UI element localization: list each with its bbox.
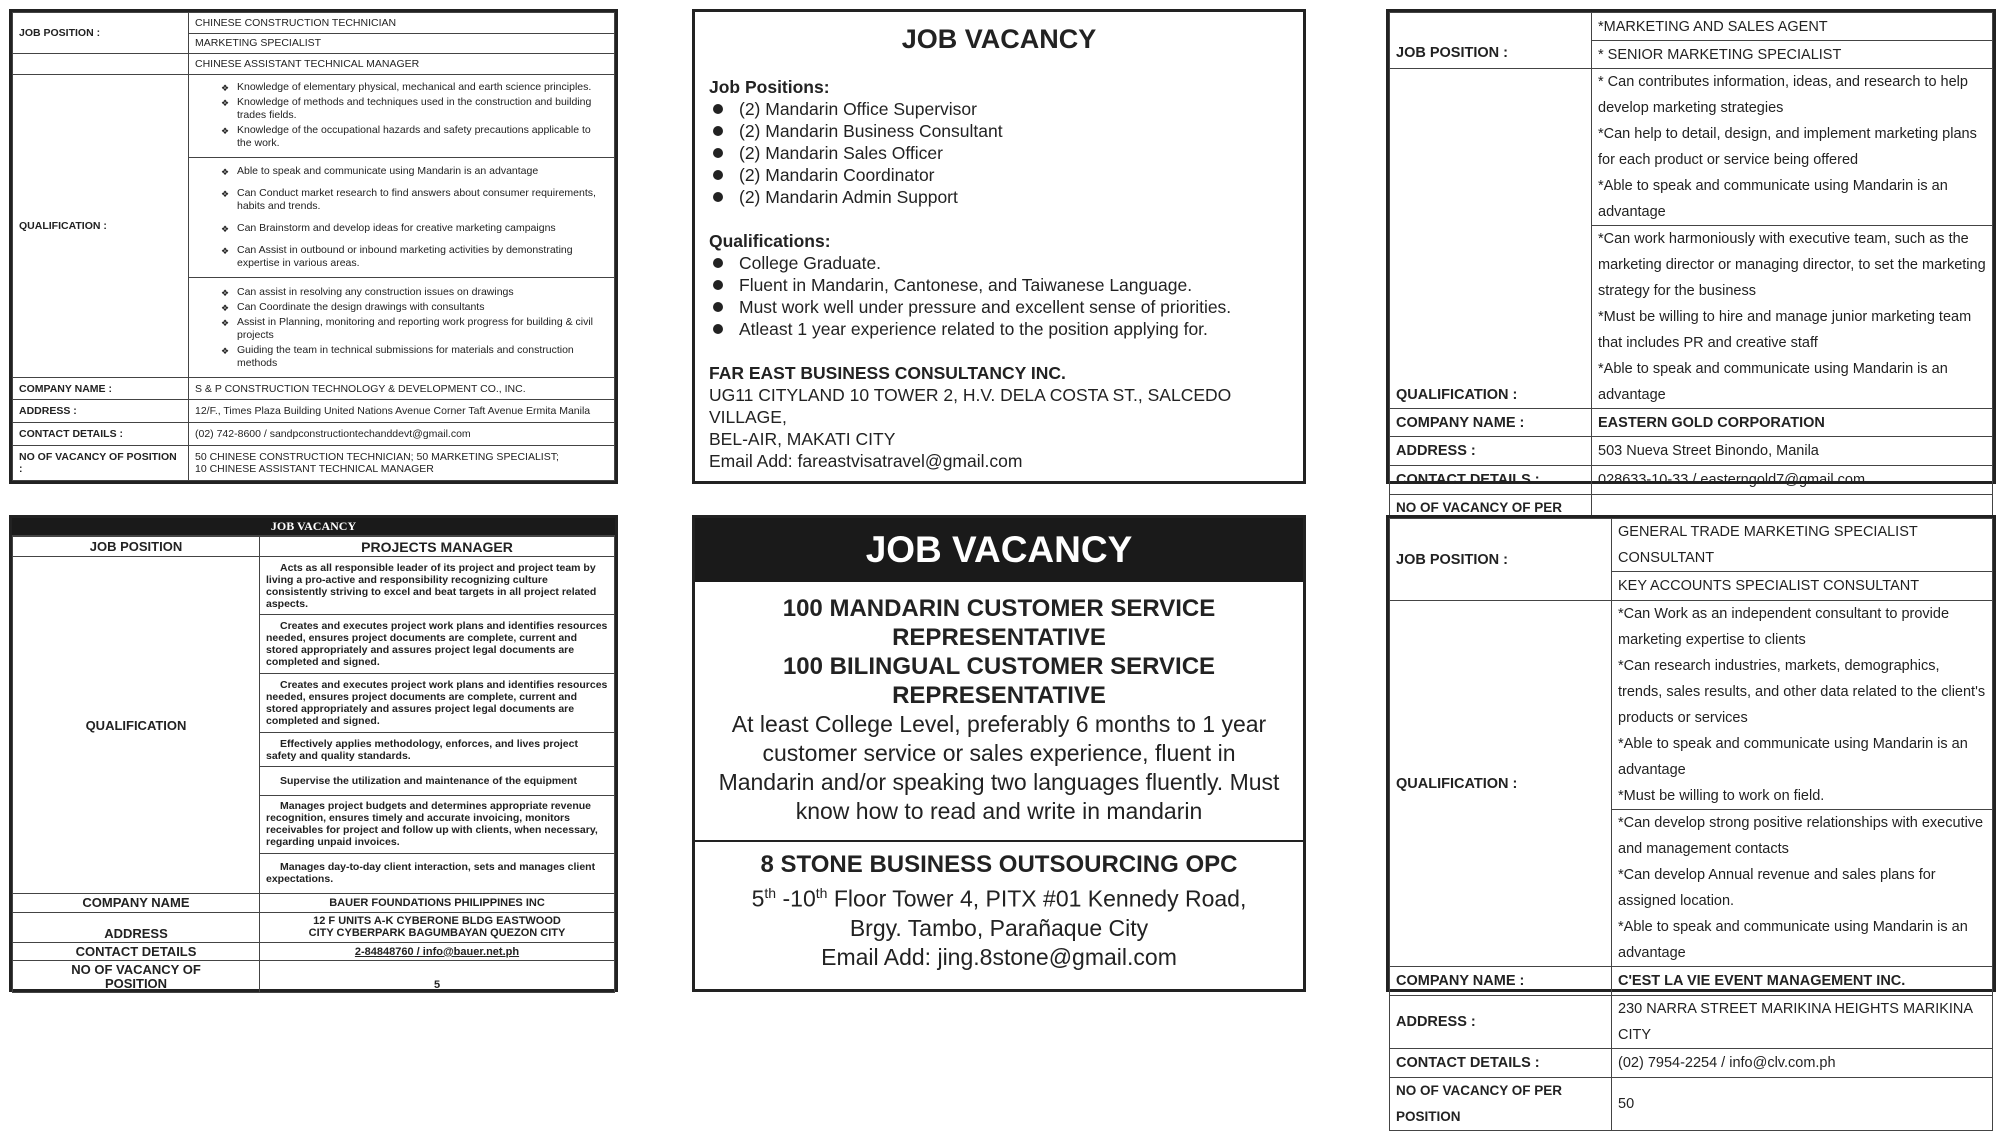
vacancy-label: NO OF VACANCY OF PER POSITION — [1390, 1078, 1612, 1131]
position-item: (2) Mandarin Office Supervisor — [709, 98, 1289, 120]
contact-label: CONTACT DETAILS — [13, 943, 260, 961]
superscript: th — [815, 885, 828, 901]
qualification-item: ❖ Assist in Planning, monitoring and reporting work progress for building & civil projects — [195, 316, 608, 342]
address-text: Floor Tower 4, PITX #01 Kennedy Road, — [827, 885, 1247, 912]
vacancy-count — [189, 445, 615, 480]
position-item: GENERAL TRADE MARKETING SPECIALIST CONSULTANT — [1612, 519, 1993, 572]
address: 503 Nueva Street Binondo, Manila — [1592, 437, 1993, 466]
position-line: 100 BILINGUAL CUSTOMER SERVICE — [782, 653, 1216, 680]
ad-title: JOB VACANCY — [901, 24, 1097, 54]
qualification-item: Creates and executes project work plans and identifies resources needed, ensures project documents are complete, current and stored appropriately and assures project legal documents are completed and signed. — [260, 674, 615, 733]
address-line: CITY CYBERPARK BAGUMBAYAN QUEZON CITY — [308, 927, 566, 940]
position-item: CHINESE ASSISTANT TECHNICAL MANAGER — [189, 54, 615, 75]
vacancy-count: 5 — [260, 961, 615, 993]
address-line — [705, 879, 1293, 914]
email: Email Add: jing.8stone@gmail.com — [821, 943, 1177, 970]
contact-details: (02) 742-8600 / sandpconstructiontechanddevt@gmail.com — [189, 423, 615, 446]
company-name: 8 STONE BUSINESS OUTSOURCING OPC — [760, 851, 1238, 878]
position-item: MARKETING SPECIALIST — [189, 33, 615, 54]
qualification-item: *Can work harmoniously with executive team, such as the marketing director or managing director, to set the marketing strategy for the business — [1598, 231, 1986, 299]
qualification-item: ❖ Guiding the team in technical submissions for materials and construction methods — [195, 344, 608, 370]
position-item: *MARKETING AND SALES AGENT — [1592, 13, 1993, 41]
position-item: (2) Mandarin Sales Officer — [709, 142, 1289, 164]
qualification-label: QUALIFICATION : — [13, 74, 189, 377]
qualification-item: Must work well under pressure and excellent sense of priorities. — [709, 296, 1289, 318]
qualification-item: Manages day-to-day client interaction, sets and manages client expectations. — [260, 853, 615, 894]
position-line: REPRESENTATIVE — [892, 682, 1106, 709]
qualification-item: ❖ Able to speak and communicate using Mandarin is an advantage — [195, 165, 608, 178]
ad-body — [695, 582, 1303, 842]
address — [260, 912, 615, 943]
vacancy-count: 50 — [1612, 1078, 1993, 1131]
contact-label: CONTACT DETAILS : — [13, 423, 189, 446]
qualification-item: Acts as all responsible leader of its project and project team by living a pro-active and responsibility recognizing culture consistently striving to excel and beat targets in all project related aspects. — [260, 557, 615, 615]
address-label: ADDRESS — [13, 912, 260, 943]
qualification-item: ❖ Can Coordinate the design drawings with consultants — [195, 301, 608, 314]
qualification-item: Effectively applies methodology, enforces, and lives project safety and quality standards. — [260, 733, 615, 767]
qualification-item: *Must be willing to work on field. — [1618, 788, 1825, 804]
company-label: COMPANY NAME : — [13, 377, 189, 400]
qualification-item: Supervise the utilization and maintenance of the equipment — [260, 767, 615, 796]
qualification-item: ❖ Can Assist in outbound or inbound marketing activities by demonstrating expertise in various areas. — [195, 244, 608, 270]
qualifications-list — [709, 252, 1289, 340]
ad-table — [1389, 12, 1993, 548]
positions-list — [709, 98, 1289, 208]
ad-title-banner: JOB VACANCY — [695, 518, 1303, 582]
qualification-item: *Can Work as an independent consultant to provide marketing expertise to clients — [1618, 606, 1950, 648]
job-position-label: JOB POSITION : — [1390, 13, 1592, 69]
contact-details: 028633-10-33 / easterngold7@gmail.com — [1592, 466, 1993, 495]
qualification-item: ❖ Can assist in resolving any construction issues on drawings — [195, 286, 608, 299]
address-line: UG11 CITYLAND 10 TOWER 2, H.V. DELA COSTA ST., SALCEDO VILLAGE, — [709, 385, 1232, 427]
company-name: FAR EAST BUSINESS CONSULTANCY INC. — [709, 363, 1066, 383]
ad-table — [12, 536, 615, 993]
qualification-item: *Able to speak and communicate using Mandarin is an advantage — [1598, 361, 1948, 403]
ad-sp-construction — [9, 9, 618, 484]
qualification-item: ❖ Can Conduct market research to find answers about consumer requirements, habits and trends. — [195, 187, 608, 213]
position-item: CHINESE CONSTRUCTION TECHNICIAN — [189, 13, 615, 34]
qualification-item: Fluent in Mandarin, Cantonese, and Taiwanese Language. — [709, 274, 1289, 296]
vacancy-line: 10 CHINESE ASSISTANT TECHNICAL MANAGER — [195, 462, 434, 475]
qualification-group — [189, 278, 615, 377]
qualification-item: *Able to speak and communicate using Mandarin is an advantage — [1618, 919, 1968, 961]
address: 230 NARRA STREET MARIKINA HEIGHTS MARIKINA CITY — [1612, 996, 1993, 1049]
vacancy-label — [13, 961, 260, 993]
ad-8stone — [692, 515, 1306, 992]
qualification-group — [1612, 810, 1993, 967]
company-name: EASTERN GOLD CORPORATION — [1592, 409, 1993, 437]
ad-footer — [695, 842, 1303, 980]
qualification-item: Atleast 1 year experience related to the position applying for. — [709, 318, 1289, 340]
ad-table — [1389, 518, 1993, 1131]
qualification-label: QUALIFICATION : — [1390, 69, 1592, 409]
qualification-item: ❖ Can Brainstorm and develop ideas for creative marketing campaigns — [195, 222, 608, 235]
address-label: ADDRESS : — [1390, 996, 1612, 1049]
address-label: ADDRESS : — [1390, 437, 1592, 466]
contact-details: (02) 7954-2254 / info@clv.com.ph — [1612, 1049, 1993, 1078]
contact-label: CONTACT DETAILS : — [1390, 466, 1592, 495]
ad-far-east — [692, 9, 1306, 484]
contact-label: CONTACT DETAILS : — [1390, 1049, 1612, 1078]
qualification-group — [1592, 69, 1993, 226]
qualification-item: *Must be willing to hire and manage junior marketing team that includes PR and creative staff — [1598, 309, 1972, 351]
company-name: BAUER FOUNDATIONS PHILIPPINES INC — [260, 894, 615, 912]
qualification-item: *Able to speak and communicate using Mandarin is an advantage — [1598, 178, 1948, 220]
qualification-item: ❖ Knowledge of methods and techniques used in the construction and building trades fields. — [195, 96, 608, 122]
address-line: 12 F UNITS A-K CYBERONE BLDG EASTWOOD — [313, 915, 561, 928]
vacancy-label: NO OF VACANCY OF PER — [1390, 495, 1592, 548]
qualification-item: * Can contributes information, ideas, and research to help develop marketing strategies — [1598, 74, 1968, 116]
address-text: 5 — [751, 885, 765, 912]
qualification-label: QUALIFICATION : — [1390, 601, 1612, 967]
qualification-group — [1612, 601, 1993, 810]
vacancy-label: NO OF VACANCY OF POSITION : — [13, 445, 189, 480]
qualification-item: ❖ Knowledge of the occupational hazards and safety precautions applicable to the work. — [195, 124, 608, 150]
qualification-group — [189, 157, 615, 278]
job-position-label: JOB POSITION : — [1390, 519, 1612, 601]
address-text: -10 — [776, 885, 816, 912]
positions-heading: Job Positions: — [709, 77, 830, 97]
position-item: KEY ACCOUNTS SPECIALIST CONSULTANT — [1612, 572, 1993, 601]
position-item: * SENIOR MARKETING SPECIALIST — [1592, 41, 1993, 69]
qualification-item: ❖ Knowledge of elementary physical, mechanical and earth science principles. — [195, 81, 608, 94]
position-item: (2) Mandarin Business Consultant — [709, 120, 1289, 142]
qualification-group — [189, 74, 615, 157]
qualification-item: *Can research industries, markets, demographics, trends, sales results, and other data related to the client's products or services — [1618, 658, 1986, 726]
qualification-item: *Able to speak and communicate using Mandarin is an advantage — [1618, 736, 1968, 778]
position-item: (2) Mandarin Coordinator — [709, 164, 1289, 186]
address-line: BEL-AIR, MAKATI CITY — [709, 429, 896, 449]
requirements: At least College Level, preferably 6 months to 1 year customer service or sales experience, fluent in Mandarin and/or speaking two languages fluently. Must know how to read and write in mandarin — [718, 711, 1280, 824]
ad-title-banner: JOB VACANCY — [12, 518, 615, 536]
company-label: COMPANY NAME : — [1390, 967, 1612, 996]
vacancy-line: 50 CHINESE CONSTRUCTION TECHNICIAN; 50 MARKETING SPECIALIST; — [195, 450, 559, 463]
qualifications-heading: Qualifications: — [709, 231, 831, 251]
qualification-group — [1592, 226, 1993, 409]
job-position-label: JOB POSITION — [13, 537, 260, 557]
ad-table — [12, 12, 615, 481]
superscript: th — [764, 885, 777, 901]
qualification-item: *Can develop strong positive relationships with executive and management contacts — [1618, 815, 1984, 857]
qualification-item: Creates and executes project work plans and identifies resources needed, ensures project documents are complete, current and stored appropriately and assures project legal documents are completed and signed. — [260, 615, 615, 674]
company-name: S & P CONSTRUCTION TECHNOLOGY & DEVELOPMENT CO., INC. — [189, 377, 615, 400]
qualification-item: College Graduate. — [709, 252, 1289, 274]
company-name: C'EST LA VIE EVENT MANAGEMENT INC. — [1612, 967, 1993, 996]
ad-eastern-gold — [1386, 9, 1996, 515]
company-label: COMPANY NAME : — [1390, 409, 1592, 437]
position-line: REPRESENTATIVE — [892, 624, 1106, 651]
job-position-label: JOB POSITION : — [13, 13, 189, 54]
position-item: (2) Mandarin Admin Support — [709, 186, 1289, 208]
ad-bauer-foundations — [9, 515, 618, 992]
ad-cest-la-vie — [1386, 515, 1996, 1124]
qualification-item: *Can develop Annual revenue and sales plans for assigned location. — [1618, 867, 1936, 909]
position-line: 100 MANDARIN CUSTOMER SERVICE — [782, 595, 1216, 622]
empty-cell — [13, 54, 189, 75]
vacancy-label-line: POSITION — [104, 975, 168, 991]
vacancy-label-line: NO OF VACANCY OF — [71, 961, 201, 977]
address-line: Brgy. Tambo, Parañaque City — [849, 914, 1149, 941]
contact-details: 2-84848760 / info@bauer.net.ph — [260, 943, 615, 961]
qualification-item: *Can help to detail, design, and implement marketing plans for each product or service being offered — [1598, 126, 1977, 168]
address: 12/F., Times Plaza Building United Nations Avenue Corner Taft Avenue Ermita Manila — [189, 400, 615, 423]
company-label: COMPANY NAME — [13, 894, 260, 912]
qualification-label: QUALIFICATION — [13, 557, 260, 894]
address-label: ADDRESS : — [13, 400, 189, 423]
job-position: PROJECTS MANAGER — [260, 537, 615, 557]
qualification-item: Manages project budgets and determines appropriate revenue recognition, ensures timely and accurate invoicing, monitors receivables for project and follow up with clients, when necessary, regarding unpaid invoices. — [260, 795, 615, 853]
email: Email Add: fareastvisatravel@gmail.com — [709, 451, 1023, 471]
